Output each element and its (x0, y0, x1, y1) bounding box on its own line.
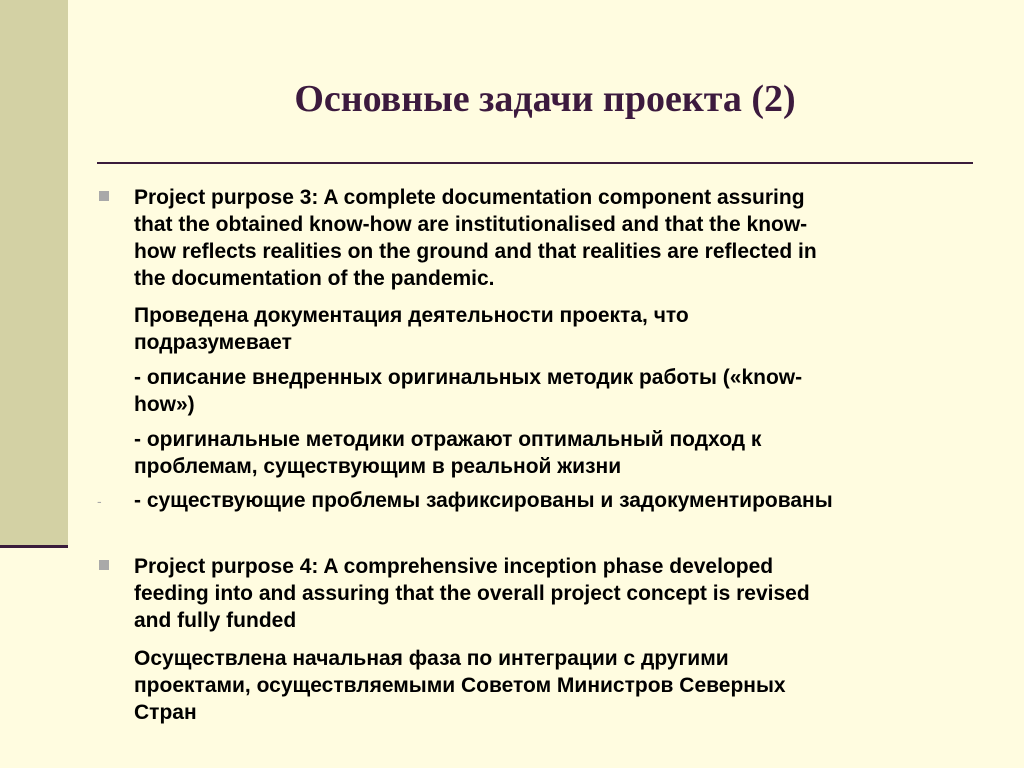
dash-bullet-marker: - (97, 493, 102, 509)
bullet-square-icon (99, 191, 109, 201)
left-accent-rule (0, 545, 68, 548)
note-line: проектами, осуществляемыми Советом Министров Северных (134, 674, 786, 697)
purpose-4-line: and fully funded (134, 609, 297, 632)
note-line: - существующие проблемы зафиксированы и задокументированы (134, 489, 833, 512)
purpose-3-line: how reflects realities on the ground and that realities are reflected in (134, 240, 817, 263)
note-line: Стран (134, 701, 197, 724)
note-line: - оригинальные методики отражают оптимальный подход к (134, 428, 762, 451)
note-line: Проведена документация деятельности проекта, что (134, 304, 689, 327)
purpose-3-line: Project purpose 3: A complete documentation component assuring (134, 186, 805, 209)
slide-title: Основные задачи проекта (2) (294, 78, 796, 120)
purpose-4-line: Project purpose 4: A comprehensive inception phase developed (134, 555, 774, 578)
purpose-3-line: the documentation of the pandemic. (134, 267, 495, 290)
note-line: Осуществлена начальная фаза по интеграции с другими (134, 647, 729, 670)
purpose-4-line: feeding into and assuring that the overall project concept is revised (134, 582, 810, 605)
note-line: проблемам, существующим в реальной жизни (134, 455, 622, 478)
left-accent-bar (0, 0, 68, 546)
note-line: how») (134, 393, 195, 416)
title-divider (97, 162, 973, 164)
purpose-3-line: that the obtained know-how are institutionalised and that the know- (134, 213, 808, 236)
note-line: подразумевает (134, 331, 292, 354)
note-line: - описание внедренных оригинальных методик работы («know- (134, 366, 803, 389)
bullet-square-icon (99, 560, 109, 570)
